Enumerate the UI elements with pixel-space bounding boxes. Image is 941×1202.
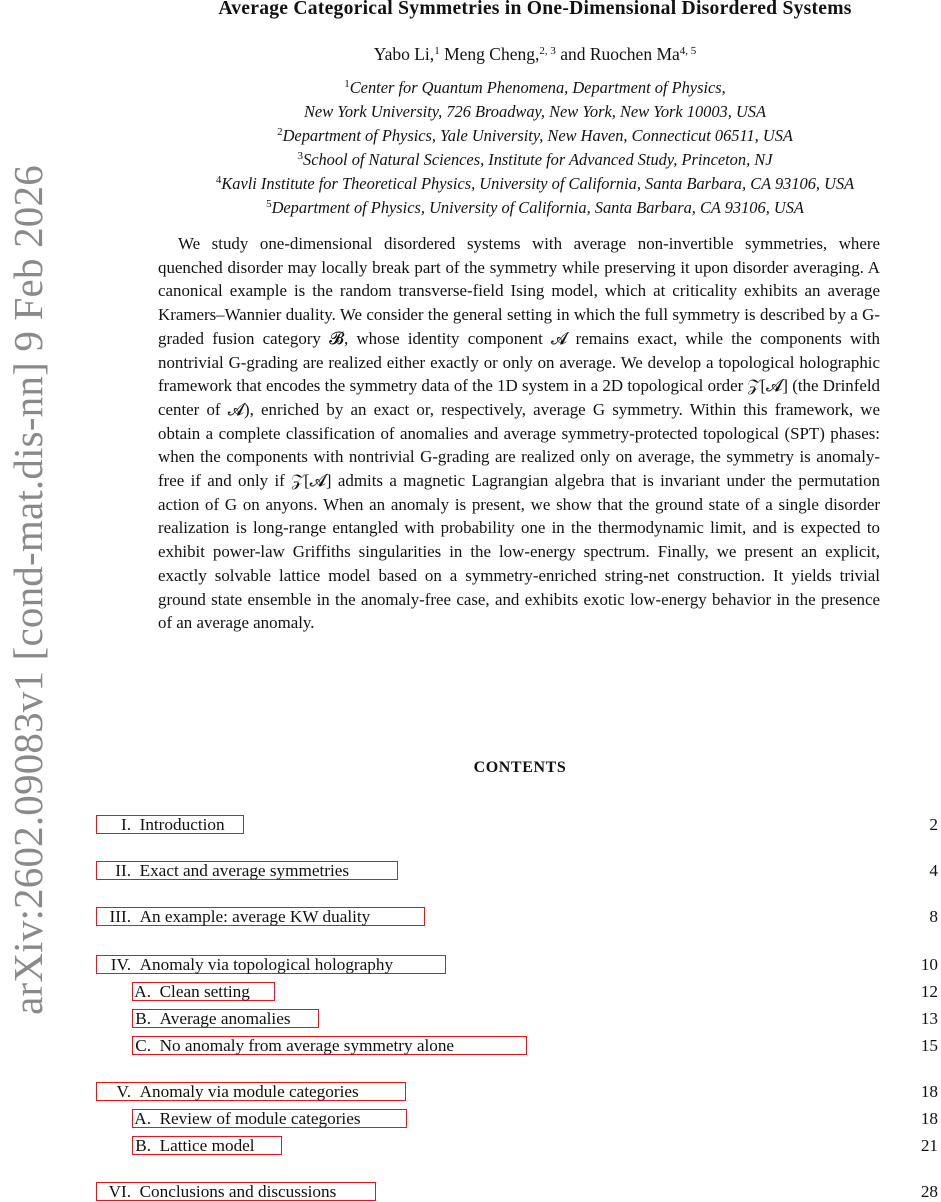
toc-section-title: An example: average KW duality [131,907,371,926]
toc-page-number: 12 [920,982,938,1001]
toc-page-number: 4 [929,861,938,880]
toc-page-number: 28 [920,1182,938,1201]
affiliation-mark: 3 [297,150,303,162]
toc-entry [96,1082,941,1102]
contents-heading: CONTENTS [473,759,567,776]
toc-section-number: III. [109,907,131,926]
toc-link[interactable] [132,982,275,1001]
author-name: and Ruochen Ma [560,44,680,64]
toc-entry [96,907,941,927]
toc-link[interactable] [132,1009,319,1028]
toc-section-number: B. [135,1136,151,1155]
paper-title: Average Categorical Symmetries in One-Dimensional Disordered Systems [218,0,852,19]
toc-page-number: 18 [920,1082,938,1101]
author-affiliation-mark: 1 [434,45,440,57]
arxiv-stamp-text: arXiv:2602.09083v1 [cond-mat.dis-nn] 9 Feb 2026 [5,165,51,1015]
toc-section-title: Conclusions and discussions [131,1182,337,1201]
toc-section-title: Introduction [131,815,225,834]
toc-entry [96,861,941,881]
toc-link[interactable] [132,1036,527,1055]
affiliation-mark: 5 [266,198,272,210]
affiliation-text: Department of Physics, Yale University, New Haven, Connecticut 06511, USA [282,126,793,145]
toc-page-number: 8 [929,907,938,926]
abstract: We study one-dimensional disordered systems with average non-invertible symmetries, where quenched disorder may locally break part of the symmetry while preserving it upon disorder averaging. A canonical example is the random transverse-field Ising model, which at criticality exhibits an average Kramers–Wannier duality. We consider the general setting in which the full symmetry is described by a G-graded fusion category 𝓑, whose identity component 𝓐 remains exact, while the components with nontrivial G-grading are realized either exactly or only on average. We develop a topological holographic framework that encodes the symmetry data of the 1D system in a 2D topological order 𝒵[𝓐] (the Drinfeld center of 𝓐), enriched by an exact or, respectively, average G symmetry. Within this framework, we obtain a complete classification of anomalies and average symmetry-protected topological (SPT) phases: when the components with nontrivial G-grading are realized only on average, the symmetry is anomaly-free if and only if 𝒵[𝓐] admits a magnetic Lagrangian algebra that is invariant under the permutation action of G on anyons. When an anomaly is present, we show that the ground state of a single disorder realization is long-range entangled with probability one in the thermodynamic limit, and is expected to exhibit power-law Griffiths singularities in the low-energy spectrum. Finally, we present an explicit, exactly solvable lattice model based on a symmetry-enriched string-net construction. It yields trivial ground state ensemble in the anomaly-free case, and exhibits exotic low-energy behavior in the presence of an average anomaly. [158,234,880,633]
author-name: Meng Cheng, [444,44,540,64]
affiliation-text: Center for Quantum Phenomena, Department of Physics, [349,78,726,97]
toc-entry [96,1182,941,1202]
toc-entry [96,1009,941,1029]
toc-section-number: A. [134,982,151,1001]
toc-link[interactable] [96,1182,376,1201]
toc-page-number: 10 [920,955,938,974]
author-name: Yabo Li, [373,44,435,64]
toc-entry [96,955,941,975]
toc-link[interactable] [132,1109,407,1128]
toc-section-title: Anomaly via module categories [131,1082,359,1101]
affiliation-mark: 2 [277,126,283,138]
toc-section-title: Anomaly via topological holography [131,955,394,974]
toc-entry [96,982,941,1002]
toc-section-number: V. [116,1082,131,1101]
toc-page-number: 18 [920,1109,938,1128]
toc-link[interactable] [132,1136,282,1155]
toc-section-number: A. [134,1109,151,1128]
affiliation-text: Kavli Institute for Theoretical Physics, University of California, Santa Barbara, CA 93106, USA [221,174,855,193]
affiliation-mark: 1 [344,78,350,90]
affiliation-text: School of Natural Sciences, Institute for Advanced Study, Princeton, NJ [303,150,773,169]
toc-page-number: 2 [929,815,938,834]
toc-section-title: Clean setting [151,982,250,1001]
toc-entry [96,1136,941,1156]
toc-page-number: 13 [920,1009,938,1028]
toc-section-title: No anomaly from average symmetry alone [151,1036,455,1055]
toc-section-title: Exact and average symmetries [131,861,350,880]
toc-entry [96,815,941,835]
toc-entry [96,1109,941,1129]
affiliation-mark: 4 [215,174,222,186]
toc-section-number: II. [115,861,131,880]
toc-link[interactable] [96,955,446,974]
toc-link[interactable] [96,907,425,926]
toc-link[interactable] [96,1082,406,1101]
toc-link[interactable] [96,861,398,880]
toc-section-title: Review of module categories [151,1109,361,1128]
toc-section-number: B. [135,1009,151,1028]
toc-section-title: Lattice model [151,1136,255,1155]
toc-page-number: 15 [920,1036,938,1055]
toc-section-number: I. [120,815,131,834]
affiliation-text: Department of Physics, University of California, Santa Barbara, CA 93106, USA [271,198,804,217]
toc-link[interactable] [96,815,244,834]
author-affiliation-mark: 4, 5 [679,45,697,57]
toc-section-number: C. [135,1036,151,1055]
affiliation-text: New York University, 726 Broadway, New York, New York 10003, USA [303,102,766,121]
toc-entry [96,1036,941,1056]
toc-section-number: VI. [108,1182,131,1201]
toc-section-title: Average anomalies [151,1009,291,1028]
author-affiliation-mark: 2, 3 [539,45,556,57]
toc-page-number: 21 [920,1136,938,1155]
toc-section-number: IV. [110,955,131,974]
